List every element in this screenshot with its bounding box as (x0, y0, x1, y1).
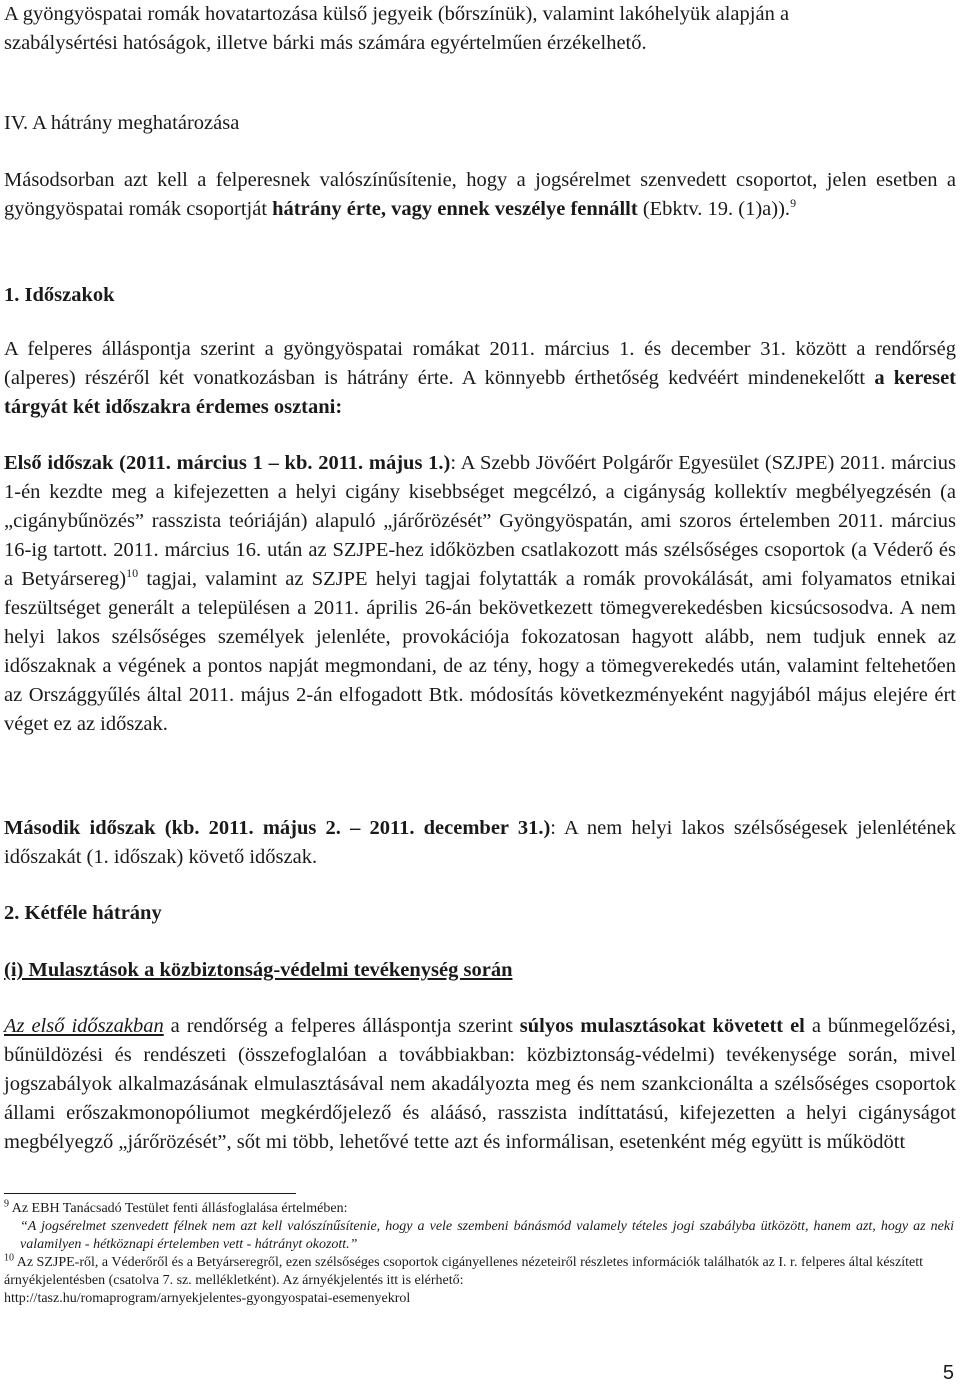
footnote-10-link[interactable]: http://tasz.hu/romaprogram/arnyekjelentes-gyongyospatai-esemenyekrol (4, 1291, 411, 1306)
intro-line-2: szabálysértési hatóságok, illetve bárki más számára egyértelműen érzékelhető. (4, 32, 647, 54)
text-run: : A nem helyi lakos szélsőségesek jelenlétének időszakát (1. időszak) követő időszak. (4, 817, 956, 868)
periods-intro-paragraph (4, 335, 956, 422)
text-run: A felperes álláspontja szerint a gyöngyöspatai romákat 2011. március 1. és december 31. között a rendőrség (alperes) részéről két vonatkozásban is hátrány érte. A könnyebb érthetőség kedvéért mindenekelőtt (4, 338, 956, 389)
footnotes (4, 1200, 954, 1308)
footnote-text: Az EBH Tanácsadó Testület fenti állásfoglalása értelmében: (9, 1201, 348, 1216)
footnote-9-quote: “A jogsérelmet szenvedett félnek nem azt kell valószínűsítenie, hogy a vele szembeni bánásmód valamely tételes jogi szabályba ütközött, hanem azt, hogy az neki valamilyen - hétköznapi értelemben vett - hátrányt okozott.” (20, 1219, 954, 1252)
text-run: a rendőrség a felperes álláspontja szerint (163, 1015, 520, 1037)
page-number: 5 (942, 1362, 954, 1384)
footnote-9 (4, 1200, 954, 1218)
subsection-heading: 1. Időszakok (4, 284, 115, 306)
emphasis-text: Az első időszakban (4, 1015, 164, 1037)
footnote-10 (4, 1254, 954, 1290)
period-label: Második időszak (kb. 2011. május 2. – 2011. december 31.) (4, 817, 551, 839)
text-run: : A Szebb Jövőért Polgárőr Egyesület (SZJPE) 2011. március 1-én kezdte meg a kifejezetten a helyi cigány kisebbséget megcélzó, a cigányság kollektív megbélyegzésén (a „cigánybűnözés” rasszista teóriáján) alapuló „járőrözését” Gyöngyöspatán, ami szoros értelemben 2011. március 16-ig tartott. 2011. március 16. után az SZJPE-hez időközben csatlakozott más szélsőséges csoportok (a Véderő és a Betyársereg) (4, 452, 956, 590)
second-period-paragraph (4, 814, 956, 872)
omissions-paragraph (4, 1012, 956, 1157)
footnote-separator (4, 1193, 296, 1194)
footnote-number: 9 (4, 1198, 9, 1210)
intro-line-1: A gyöngyöspatai romák hovatartozása külső jegyeik (bőrszínük), valamint lakóhelyük alapján a (4, 3, 790, 25)
footnote-ref[interactable]: 10 (126, 566, 139, 581)
section-paragraph (4, 166, 956, 224)
section-heading: IV. A hátrány meghatározása (4, 112, 240, 134)
text-run: (Ebktv. 19. (1)a)). (637, 198, 791, 220)
emphasis-text: hátrány érte, vagy ennek veszélye fennállt (272, 198, 638, 220)
footnote-text: Az SZJPE-ről, a Véderőről és a Betyárseregről, ezen szélsőséges csoportok cigányellenes nézeteiről részletes információk találhatók az I. r. felperes által készített árnyékjelentésben (csatolva 7. sz. mellékletként). Az árnyékjelentés itt is elérhető: (4, 1255, 923, 1288)
subsection-heading: 2. Kétféle hátrány (4, 902, 162, 924)
text-run: Másodsorban azt kell a felperesnek valószínűsítenie, hogy a jogsérelmet szenvedett csoportot, jelen esetben a gyöngyöspatai romák csoportját (4, 169, 956, 220)
first-period-paragraph (4, 449, 956, 739)
subsubsection-heading: (i) Mulasztások a közbiztonság-védelmi tevékenység során (4, 959, 513, 981)
text-run: tagjai, valamint az SZJPE helyi tagjai folytatták a romák provokálását, ami folyamatos etnikai feszültséget generált a településen a 2011. április 26-án bekövetkezett tömegverekedésben kicsúcsosodva. A nem helyi lakos szélsőséges személyek jelenléte, provokációja fokozatosan hagyott alább, nem tudjuk ennek az időszaknak a végének a pontos napját megmondani, de az tény, hogy a tömegverekedés után, valamint feltehetően az Országgyűlés által 2011. május 2-án elfogadott Btk. módosítás következményeként nagyjából május elejére ért véget ez az időszak. (4, 568, 956, 735)
period-label: Első időszak (2011. március 1 – kb. 2011. május 1.) (4, 452, 451, 474)
emphasis-text: a kereset tárgyát két időszakra érdemes osztani: (4, 367, 956, 418)
footnote-ref[interactable]: 9 (790, 196, 797, 211)
emphasis-text: súlyos mulasztásokat követett el (519, 1015, 805, 1037)
footnote-number: 10 (4, 1252, 14, 1264)
text-run: a bűnmegelőzési, bűnüldözési és rendészeti (összefoglalóan a továbbiakban: közbiztonság-védelmi) tevékenysége során, mivel jogszabályok alkalmazásának elmulasztásával nem akadályozta meg és nem szankcionálta a szélsőséges csoportok állami erőszakmonopóliumot megkérdőjelező és aláásó, rasszista indíttatású, kifejezetten a helyi cigányságot megbélyegző „járőrözését”, sőt mi több, lehetővé tette azt és informálisan, esetenként még együtt is működött (4, 1015, 956, 1153)
